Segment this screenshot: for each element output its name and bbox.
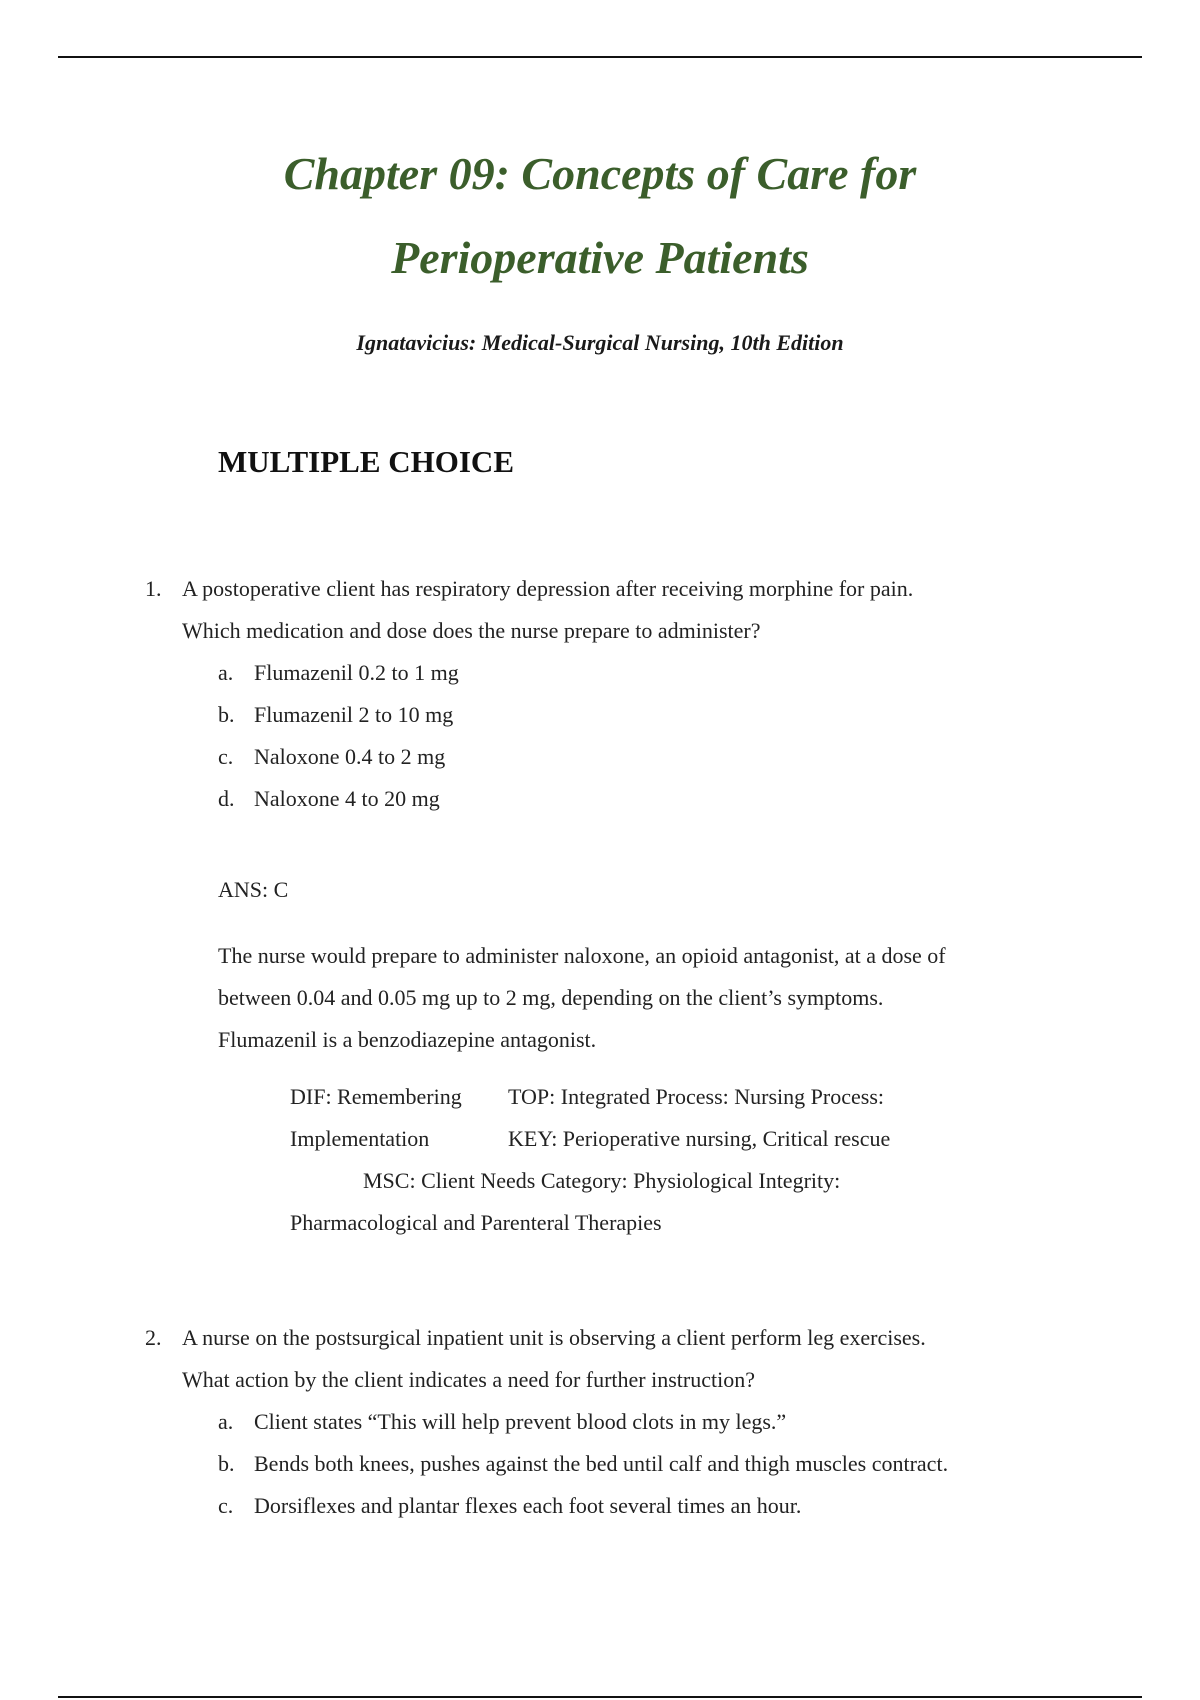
question-stem	[145, 1317, 1045, 1401]
question-text	[182, 568, 1045, 652]
question-text	[182, 1317, 1045, 1401]
answer-options	[145, 1401, 1045, 1527]
answer-option	[145, 778, 1045, 820]
option-letter: c.	[218, 744, 234, 769]
question-metadata	[290, 1076, 990, 1244]
rationale	[218, 935, 1048, 1061]
rationale-line: between 0.04 and 0.05 mg up to 2 mg, depending on the client’s symptoms.	[218, 985, 884, 1010]
question-text-line: A nurse on the postsurgical inpatient unit is observing a client perform leg exercises.	[182, 1325, 926, 1350]
option-text: Naloxone 0.4 to 2 mg	[254, 744, 446, 769]
option-text: Flumazenil 0.2 to 1 mg	[254, 660, 459, 685]
answer-option	[145, 736, 1045, 778]
meta-difficulty: DIF: Remembering	[290, 1084, 462, 1109]
chapter-title	[0, 132, 1200, 300]
question-number: 1.	[145, 576, 162, 601]
question-text-line: A postoperative client has respiratory depression after receiving morphine for pain.	[182, 576, 914, 601]
meta-topic: TOP: Integrated Process: Nursing Process:	[508, 1084, 884, 1109]
option-text: Client states “This will help prevent blood clots in my legs.”	[254, 1409, 787, 1434]
meta-msc-continued: Pharmacological and Parenteral Therapies	[290, 1210, 662, 1235]
meta-msc: MSC: Client Needs Category: Physiological Integrity:	[363, 1168, 841, 1193]
answer-option	[145, 1485, 1045, 1527]
question-text-line: What action by the client indicates a need for further instruction?	[182, 1367, 755, 1392]
option-text: Naloxone 4 to 20 mg	[254, 786, 440, 811]
option-letter: d.	[218, 786, 235, 811]
question-1	[145, 568, 1045, 820]
question-text-line: Which medication and dose does the nurse prepare to administer?	[182, 618, 761, 643]
question-2	[145, 1317, 1045, 1527]
chapter-title-line-1: Chapter 09: Concepts of Care for	[283, 148, 917, 199]
answer-options	[145, 652, 1045, 820]
option-letter: a.	[218, 660, 234, 685]
answer-key: ANS: C	[218, 877, 289, 902]
top-rule	[58, 56, 1142, 58]
question-number: 2.	[145, 1325, 162, 1350]
chapter-title-line-2: Perioperative Patients	[391, 232, 809, 283]
answer-option	[145, 694, 1045, 736]
option-letter: c.	[218, 1493, 234, 1518]
answer-option	[145, 1401, 1045, 1443]
option-text: Bends both knees, pushes against the bed until calf and thigh muscles contract.	[254, 1451, 949, 1476]
bottom-rule	[58, 1696, 1142, 1698]
option-text: Dorsiflexes and plantar flexes each foot several times an hour.	[254, 1493, 802, 1518]
rationale-line: Flumazenil is a benzodiazepine antagonist.	[218, 1027, 597, 1052]
option-text: Flumazenil 2 to 10 mg	[254, 702, 454, 727]
option-letter: b.	[218, 1451, 235, 1476]
answer-option	[145, 1443, 1045, 1485]
meta-key: KEY: Perioperative nursing, Critical rescue	[508, 1126, 891, 1151]
question-stem	[145, 568, 1045, 652]
option-letter: a.	[218, 1409, 234, 1434]
rationale-line: The nurse would prepare to administer naloxone, an opioid antagonist, at a dose of	[218, 943, 946, 968]
meta-topic-continued: Implementation	[290, 1126, 430, 1151]
section-heading: MULTIPLE CHOICE	[218, 444, 514, 479]
answer-option	[145, 652, 1045, 694]
option-letter: b.	[218, 702, 235, 727]
book-subtitle: Ignatavicius: Medical-Surgical Nursing, 10th Edition	[356, 330, 844, 355]
